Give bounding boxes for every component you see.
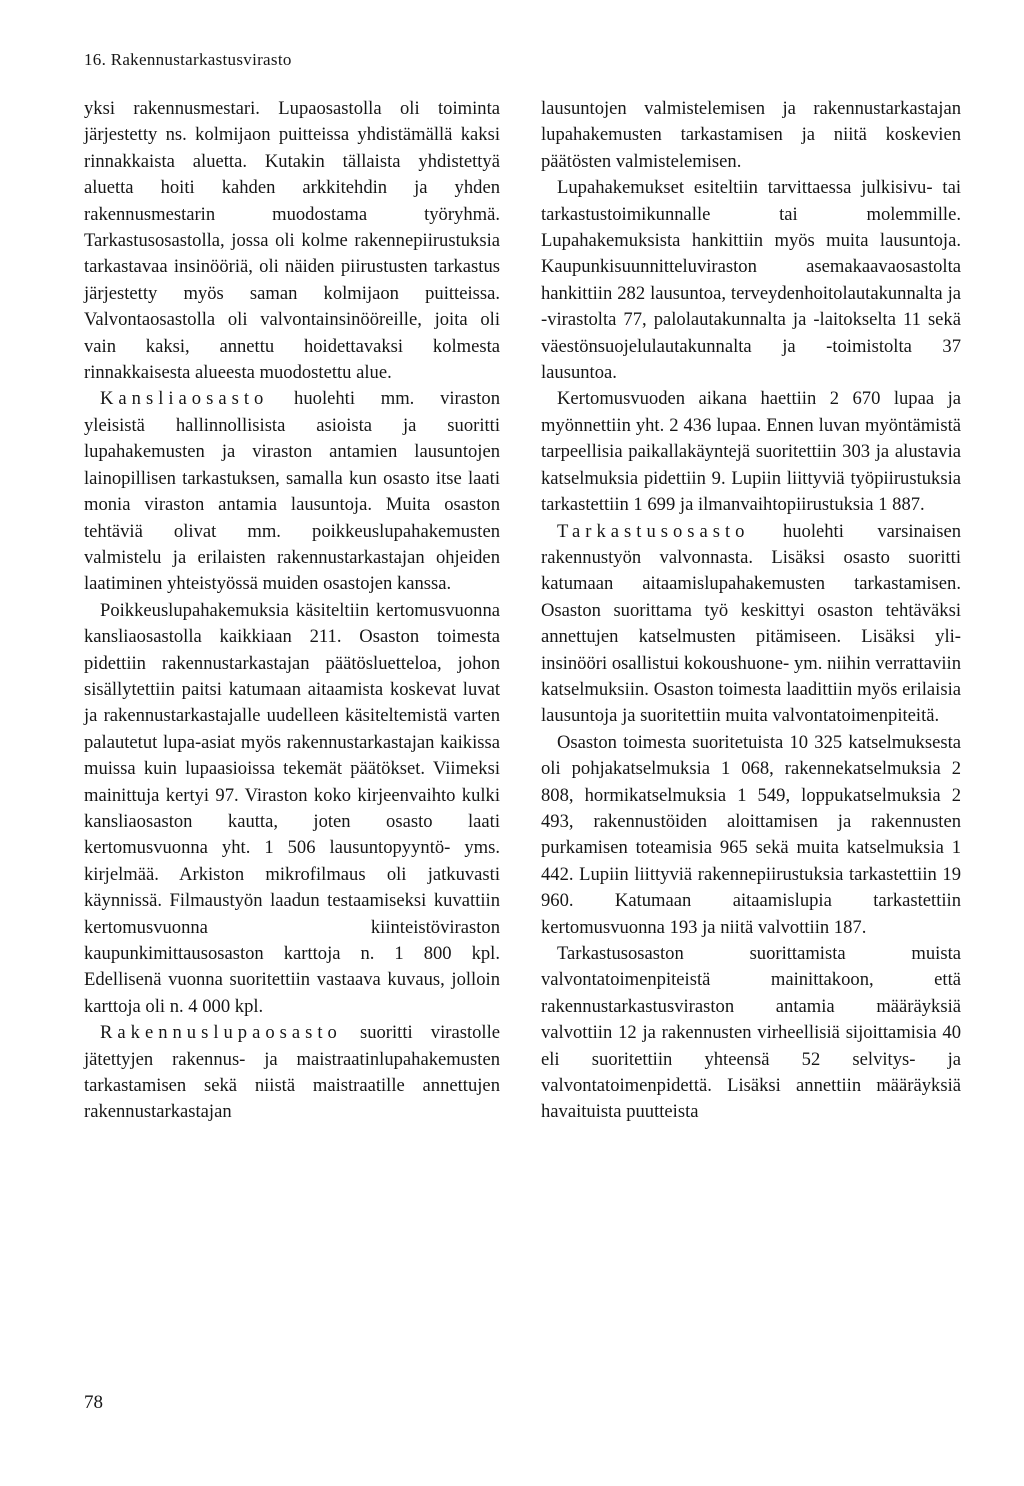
paragraph-permit-statements: Lupahakemukset esiteltiin tarvittaessa julkisivu- tai tarkastustoimikunnalle tai molemmille. Lupahakemuksista hankittiin myös muita lausuntoja. Kaupunkisuunnitteluviraston asemakaavaosastolta hankittiin 282 lausuntoa, terveydenhoitolautakunnalta ja -virastolta 77, palolautakunnalta ja -laitokselta 11 sekä väestönsuojelulautakunnalta ja -toimistolta 37 lausuntoa. [541, 177, 961, 384]
paragraph-tarkastusosasto [541, 519, 961, 730]
paragraph-tarkastusosasto-body: huolehti varsinaisen rakennustyön valvonnasta. Lisäksi osasto suoritti katumaan aitaamislupahakemusten tarkastamisen. Osaston suorittama työ keskittyi osaston tehtäväksi annettujen katselmusten pitämiseen. Lisäksi yli-insinööri osallistui kokoushuone- ym. niihin verrattaviin katselmuksiin. Osaston toimesta laadittiin myös erilaisia lausuntoja ja suoritettiin muita valvontatoimenpiteitä. [541, 520, 961, 727]
paragraph-kansliaosasto [84, 386, 500, 597]
page-number: 78 [84, 1392, 103, 1413]
left-column [84, 96, 500, 1126]
right-column [541, 96, 961, 1126]
paragraph-inspection-counts: Osaston toimesta suoritetuista 10 325 katselmuksesta oli pohjakatselmuksia 1 068, rakennekatselmuksia 2 808, hormikatselmuksia 1 549, loppukatselmuksia 2 493, rakennustöiden aloittamisen ja rakennusten purkamisen toteamisia 965 sekä muita katselmuksia 1 442. Lupiin liittyviä rakennepiirustuksia tarkastettiin 19 960. Katumaan aitaamislupia tarkastettiin kertomusvuonna 193 ja niitä valvottiin 187. [541, 731, 961, 938]
paragraph-rakennuslupaosasto-body: suoritti virastolle jätettyjen rakennus- ja maistraatinlupahakemusten tarkastamisen sekä niistä maistraatille annettujen rakennustarkastajan [84, 1022, 500, 1123]
paragraph-kansliaosasto-body: huolehti mm. viraston yleisistä hallinnollisista asioista ja suoritti lupahakemusten ja viraston antamien lausuntojen lainopillisen tarkastuksen, samalla kun osasto itse laati monia viraston antamia lausuntoja. Muita osaston tehtäviä olivat mm. poikkeuslupahakemusten valmistelu ja erilaisten rakennustarkastajan ohjeiden laatiminen yhteistyössä muiden osastojen kanssa. [84, 388, 500, 595]
running-header: 16. Rakennustarkastusvirasto [84, 50, 292, 69]
paragraph-permit-counts: Kertomusvuoden aikana haettiin 2 670 lupaa ja myönnettiin yht. 2 436 lupaa. Ennen luvan myöntämistä tarpeellisia paikallakäyntejä suoritettiin 303 ja alustavia katselmuksia pidettiin 9. Lupiin liittyviä työpiirustuksia tarkastettiin 1 699 ja ilmanvaihtopiirustuksia 1 887. [541, 388, 961, 516]
paragraph-exemption-permits: Poikkeuslupahakemuksia käsiteltiin kertomusvuonna kansliaosastolla kaikkiaan 211. Osaston toimesta pidettiin rakennustarkastajan päätösluetteloa, johon sisällytettiin paitsi katumaan aitaamista koskevat luvat ja rakennustarkastajalle uudelleen käsiteltemistä varten palautetut lupa-asiat myös rakennustarkastajan kaikissa muissa kuin lupaasioissa tekemät päätökset. Viimeksi mainittuja kertyi 97. Viraston koko kirjeenvaihto kulki kansliaosaston kautta, joten osasto laati kertomusvuonna yht. 1 506 lausuntopyyntö- yms. kirjelmää. Arkiston mikrofilmaus oli jatkuvasti käynnissä. Filmaustyön laadun testaamiseksi kuvattiin kertomusvuonna kiinteistöviraston kaupunkimittausosaston karttoja n. 1 800 kpl. Edellisenä vuonna suoritettiin vastaava kuvaus, jolloin karttoja oli n. 4 000 kpl. [84, 599, 500, 1017]
section-lead-rakennuslupaosasto: Rakennuslupaosasto [100, 1022, 342, 1044]
section-lead-tarkastusosasto: Tarkastusosasto [557, 520, 750, 542]
section-lead-kansliaosasto: Kansliaosasto [100, 388, 269, 410]
paragraph-office-organization: yksi rakennusmestari. Lupaosastolla oli toiminta järjestetty ns. kolmijaon puitteissa yhdistämällä kaksi rinnakkaista aluetta. Kutakin tällaista yhdistettyä aluetta hoiti kahden arkkitehdin ja yhden rakennusmestarin muodostama työryhmä. Tarkastusosastolla, jossa oli kolme rakennepiirustuksia tarkastavaa insinööriä, oli näiden piirustusten tarkastus järjestetty myös saman kolmijaon puitteissa. Valvontaosastolla oli valvontainsinööreille, joita oli vain kaksi, annettu hoidettavaksi kolmesta rinnakkaisesta alueesta muodostettu alue. [84, 98, 500, 384]
paragraph-statements-continued: lausuntojen valmistelemisen ja rakennustarkastajan lupahakemusten tarkastamisen ja niitä koskevien päätösten valmistelemisen. [541, 98, 961, 172]
paragraph-supervision-measures: Tarkastusosaston suorittamista muista valvontatoimenpiteistä mainittakoon, että rakennustarkastusviraston antamia määräyksiä valvottiin 12 ja rakennusten virheellisiä sijoittamisia 40 eli suoritettiin yhteensä 52 selvitys- ja valvontatoimenpidettä. Lisäksi annettiin määräyksiä havaituista puutteista [541, 943, 961, 1123]
paragraph-rakennuslupaosasto [84, 1020, 500, 1126]
